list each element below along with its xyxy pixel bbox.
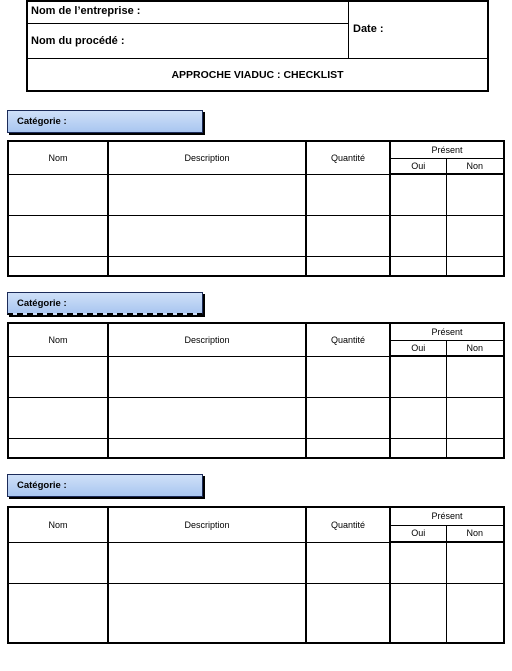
table-row [8, 256, 504, 276]
cell-non[interactable] [446, 356, 504, 397]
column-header-non: Non [446, 340, 504, 356]
cell-oui[interactable] [390, 215, 446, 256]
cell-nom[interactable] [8, 356, 108, 397]
column-header-description: Description [108, 323, 306, 356]
cell-non[interactable] [446, 583, 504, 643]
cell-description[interactable] [108, 397, 306, 438]
table-row [8, 174, 504, 215]
cell-quantite[interactable] [306, 583, 390, 643]
column-header-oui: Oui [390, 158, 446, 174]
checklist-table [7, 140, 505, 277]
column-header-quantite: Quantité [306, 323, 390, 356]
column-header-oui: Oui [390, 340, 446, 356]
column-header-present: Présent [390, 323, 504, 340]
column-header-present: Présent [390, 507, 504, 525]
cell-quantite[interactable] [306, 256, 390, 276]
cell-non[interactable] [446, 542, 504, 583]
cell-quantite[interactable] [306, 174, 390, 215]
table-row [8, 215, 504, 256]
table-row [8, 542, 504, 583]
header-divider-2 [28, 58, 487, 59]
category-label-box[interactable] [7, 110, 203, 133]
category-label: Catégorie : [17, 298, 67, 309]
cell-quantite[interactable] [306, 397, 390, 438]
header-divider-vertical [348, 2, 349, 58]
date-label: Date : [353, 23, 384, 35]
column-header-nom: Nom [8, 141, 108, 174]
cell-non[interactable] [446, 256, 504, 276]
category-label-box[interactable] [7, 292, 203, 315]
cell-non[interactable] [446, 438, 504, 458]
cell-description[interactable] [108, 356, 306, 397]
cell-oui[interactable] [390, 174, 446, 215]
cell-nom[interactable] [8, 215, 108, 256]
column-header-oui: Oui [390, 525, 446, 542]
cell-nom[interactable] [8, 438, 108, 458]
cell-quantite[interactable] [306, 356, 390, 397]
column-header-quantite: Quantité [306, 507, 390, 542]
cell-non[interactable] [446, 174, 504, 215]
process-name-label: Nom du procédé : [31, 35, 125, 47]
cell-non[interactable] [446, 397, 504, 438]
category-label: Catégorie : [17, 116, 67, 127]
cell-nom[interactable] [8, 256, 108, 276]
column-header-nom: Nom [8, 323, 108, 356]
header-divider-1 [28, 23, 348, 24]
table-row [8, 397, 504, 438]
column-header-quantite: Quantité [306, 141, 390, 174]
cell-description[interactable] [108, 583, 306, 643]
table-row [8, 438, 504, 458]
cell-description[interactable] [108, 542, 306, 583]
cell-oui[interactable] [390, 542, 446, 583]
cell-nom[interactable] [8, 583, 108, 643]
column-header-description: Description [108, 141, 306, 174]
cell-oui[interactable] [390, 397, 446, 438]
cell-nom[interactable] [8, 174, 108, 215]
cell-quantite[interactable] [306, 215, 390, 256]
cell-description[interactable] [108, 174, 306, 215]
cell-oui[interactable] [390, 438, 446, 458]
category-label: Catégorie : [17, 480, 67, 491]
table-row [8, 583, 504, 643]
column-header-present: Présent [390, 141, 504, 158]
cell-non[interactable] [446, 215, 504, 256]
cell-nom[interactable] [8, 397, 108, 438]
cell-description[interactable] [108, 256, 306, 276]
cell-description[interactable] [108, 438, 306, 458]
cell-quantite[interactable] [306, 542, 390, 583]
column-header-description: Description [108, 507, 306, 542]
column-header-non: Non [446, 158, 504, 174]
cell-quantite[interactable] [306, 438, 390, 458]
cell-oui[interactable] [390, 256, 446, 276]
form-header [26, 0, 489, 92]
column-header-non: Non [446, 525, 504, 542]
column-header-nom: Nom [8, 507, 108, 542]
table-row [8, 356, 504, 397]
page-title: APPROCHE VIADUC : CHECKLIST [171, 69, 344, 81]
cell-oui[interactable] [390, 356, 446, 397]
cell-description[interactable] [108, 215, 306, 256]
checklist-table [7, 322, 505, 459]
category-label-box[interactable] [7, 474, 203, 497]
company-name-label: Nom de l’entreprise : [31, 5, 141, 17]
cell-oui[interactable] [390, 583, 446, 643]
cell-nom[interactable] [8, 542, 108, 583]
checklist-table [7, 506, 505, 644]
